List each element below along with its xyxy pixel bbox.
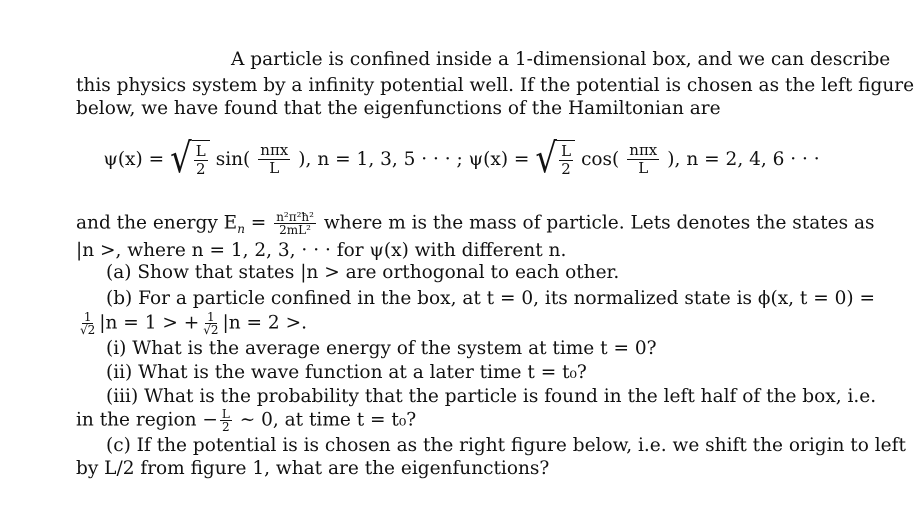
part-b-continued	[76, 311, 832, 336]
region-den: 2	[222, 420, 230, 434]
eigenfunction-equation	[0, 135, 923, 196]
states-line: |n >, where n = 1, 2, 3, · · · for ψ(x) with different n.	[76, 240, 567, 261]
part-c-continued: by L/2 from figure 1, what are the eigenfunctions?	[76, 458, 550, 479]
sqrt-l-over-2-b: √ $\frac{L}{2}$	[535, 140, 575, 178]
psi-left: ψ(x) =	[103, 148, 165, 170]
coef-2-num: 1	[207, 310, 215, 324]
cos-label: cos(	[581, 148, 620, 170]
cos-close: ),	[667, 148, 681, 170]
energy-den: 2mL²	[279, 223, 311, 237]
energy-eq: =	[244, 212, 273, 234]
coef-2-den: √2	[203, 323, 219, 337]
intro-line-2: this physics system by a infinity potential well. If the potential is chosen as the left figure	[76, 75, 915, 96]
part-i: (i) What is the average energy of the system at time t = 0?	[106, 338, 657, 359]
energy-text-a: and the energy E	[76, 212, 238, 234]
region-post: ∼ 0, at time t = t₀?	[233, 409, 417, 431]
cos-arg-num: nπx	[629, 140, 658, 159]
cos-arg-den: L	[638, 158, 649, 177]
sqrt-num-b: L	[561, 142, 572, 160]
sin-label: sin(	[215, 148, 251, 170]
region-pre: in the region −	[76, 409, 218, 431]
region-num: L	[221, 407, 230, 421]
ket-2: |n = 2 >.	[222, 312, 307, 334]
part-b: (b) For a particle confined in the box, at t = 0, its normalized state is ϕ(x, t = 0) =	[106, 288, 875, 309]
part-c: (c) If the potential is is chosen as the right figure below, i.e. we shift the origin to left	[106, 435, 906, 456]
n-even: n = 2, 4, 6 · · ·	[686, 148, 820, 170]
sqrt-num: L	[195, 142, 206, 160]
intro-line-3: below, we have found that the eigenfunctions of the Hamiltonian are	[76, 98, 721, 119]
sin-close: ),	[298, 148, 312, 170]
sqrt-den-b: 2	[561, 160, 571, 178]
sqrt-den: 2	[195, 160, 206, 178]
ket-1: |n = 1 > +	[99, 312, 200, 334]
energy-sub: n	[237, 222, 245, 237]
sin-arg-num: nπx	[260, 140, 289, 159]
part-ii: (ii) What is the wave function at a later time t = t₀?	[106, 362, 587, 383]
energy-text-b: where m is the mass of particle. Lets denotes the states as	[317, 212, 875, 234]
region-line	[76, 408, 832, 433]
coef-1-num: 1	[83, 310, 92, 324]
n-odd: n = 1, 3, 5 · · · ; ψ(x) =	[317, 148, 530, 170]
energy-line	[76, 210, 875, 241]
part-iii: (iii) What is the probability that the particle is found in the left half of the box, i.e.	[106, 386, 877, 407]
sqrt-l-over-2: √ $\frac{L}{2}$	[170, 140, 210, 178]
part-a: (a) Show that states |n > are orthogonal to each other.	[106, 262, 620, 283]
coef-1-den: √2	[80, 323, 96, 337]
energy-num: n²π²ħ²	[276, 210, 314, 224]
sin-arg-den: L	[269, 158, 280, 177]
intro-line-1: A particle is confined inside a 1-dimensional box, and we can describe	[231, 49, 891, 70]
